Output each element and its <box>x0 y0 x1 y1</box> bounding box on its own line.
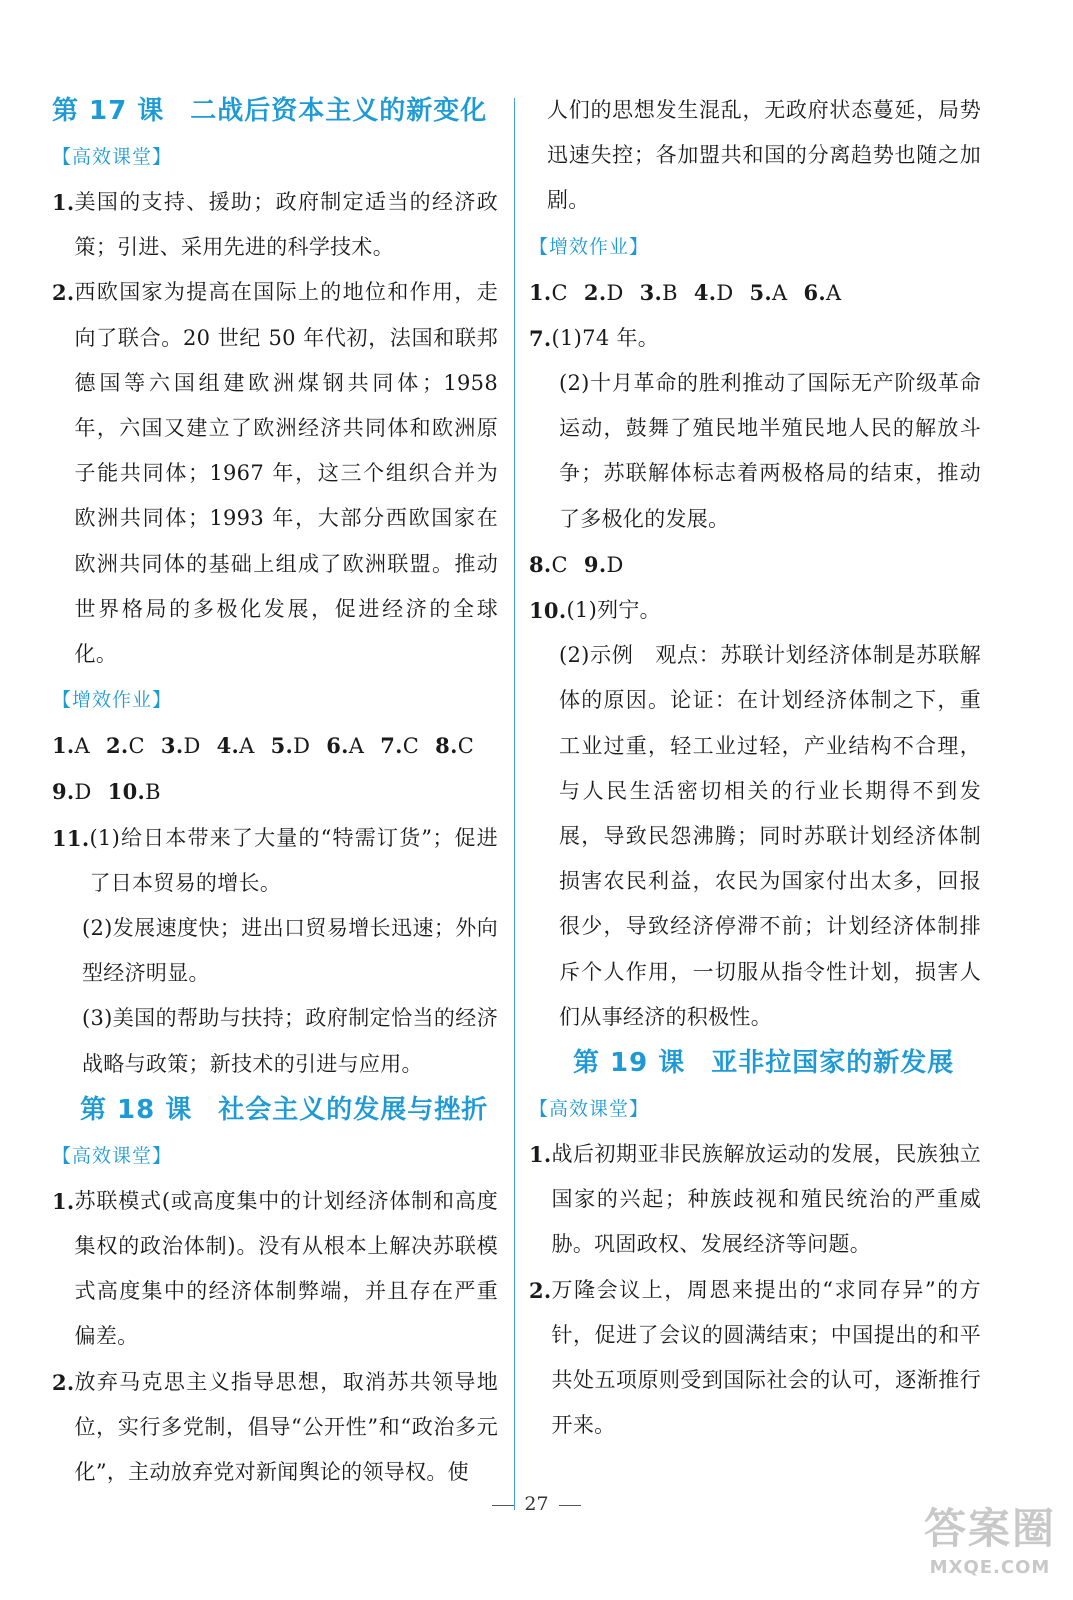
mc-answer: 6.A <box>803 279 842 305</box>
answer-item-11 <box>52 816 498 906</box>
watermark-text: 答案圈 <box>923 1504 1056 1553</box>
footer-dash <box>559 1505 581 1506</box>
mc-answers-row <box>529 270 981 316</box>
mc-answer: 7.C <box>380 733 420 759</box>
mc-answer: 5.A <box>749 279 788 305</box>
mc-answer: 8.C <box>435 733 475 759</box>
watermark-logo <box>921 1502 1059 1592</box>
lesson-18-heading <box>52 1087 498 1133</box>
watermark-url: MXQE.COM <box>929 1557 1051 1578</box>
section-efficient-class: 【高效课堂】 <box>529 1098 650 1121</box>
item-number: 11. <box>52 825 90 851</box>
item-number: 1. <box>52 1188 75 1214</box>
item-text: (1)74 年。 <box>551 325 660 350</box>
mc-answer: 4.D <box>693 279 734 305</box>
item-number: 1. <box>529 1142 552 1168</box>
mc-answer: 3.D <box>160 733 201 759</box>
mc-answer: 1.A <box>52 733 90 759</box>
column-divider <box>514 98 515 1510</box>
mc-answer: 2.D <box>583 279 624 305</box>
answer-item <box>529 1132 981 1268</box>
item-number: 7. <box>529 325 552 351</box>
continued-text: 人们的思想发生混乱，无政府状态蔓延，局势迅速失控；各加盟共和国的分离趋势也随之加剧。 <box>547 98 981 213</box>
right-column <box>529 88 981 1448</box>
mc-answer: 8.C <box>529 551 568 577</box>
section-homework: 【增效作业】 <box>529 235 650 258</box>
item-text: (1)列宁。 <box>566 598 661 623</box>
sub-answer: (2)示例 观点：苏联计划经济体制是苏联解体的原因。论证：在计划经济体制之下，重工业过重，轻工业过轻，产业结构不合理，与人民生活密切相关的行业长期得不到发展，导致民怨沸腾；同时苏联计划经济体制损害农民利益，农民为国家付出太多，回报很少，导致经济停滞不前；计划经济体制排斥个人作用，一切服从指令性计划，损害人们从事经济的积极性。 <box>559 643 981 1029</box>
mc-answer: 1.C <box>529 279 568 305</box>
page-footer <box>0 1493 1073 1515</box>
item-text: 苏联模式(或高度集中的计划经济体制和高度集权的政治体制)。没有从根本上解决苏联模式高度集中的经济体制弊端，并且存在严重偏差。 <box>74 1188 498 1349</box>
mc-answer: 9.D <box>583 551 624 577</box>
lesson-19-title: 亚非拉国家的新发展 <box>711 1048 955 1079</box>
lesson-19-number: 第 19 课 <box>573 1048 686 1079</box>
answer-item-7 <box>529 316 981 361</box>
mc-answers-row <box>52 723 498 769</box>
lesson-18-title: 社会主义的发展与挫折 <box>218 1094 489 1125</box>
mc-answer: 10.B <box>107 779 161 805</box>
lesson-17-number: 第 17 课 <box>52 96 165 126</box>
section-efficient-class: 【高效课堂】 <box>52 1144 173 1167</box>
answer-item <box>529 1268 981 1449</box>
item-text: 西欧国家为提高在国际上的地位和作用，走向了联合。20 世纪 50 年代初，法国和联邦德国等六国组建欧洲煤钢共同体；1958 年，六国又建立了欧洲经济共同体和欧洲原子能共同体；1967 年，这三个组织合并为欧洲共同体；1993 年，大部分西欧国家在欧洲共同体的基础上组成了欧洲联盟。推动世界格局的多极化发展，促进经济的全球化。 <box>74 280 498 667</box>
mc-answer: 2.C <box>106 733 145 759</box>
item-text: (1)给日本带来了大量的“特需订货”；促进了日本贸易的增长。 <box>89 825 498 895</box>
sub-answer: (2)发展速度快；进出口贸易增长迅速；外向型经济明显。 <box>82 916 498 986</box>
answer-item <box>52 180 498 270</box>
item-number: 1. <box>52 190 75 215</box>
answer-item <box>52 270 498 677</box>
item-text: 放弃马克思主义指导思想，取消苏共领导地位，实行多党制，倡导“公开性”和“政治多元化”，主动放弃党对新闻舆论的领导权。使 <box>74 1369 498 1485</box>
section-homework: 【增效作业】 <box>52 689 173 712</box>
item-number: 2. <box>52 1369 75 1395</box>
item-text: 战后初期亚非民族解放运动的发展，民族独立国家的兴起；种族歧视和殖民统治的严重威胁。巩固政权、发展经济等问题。 <box>551 1142 981 1257</box>
answer-item <box>52 1360 498 1496</box>
item-text: 美国的支持、援助；政府制定适当的经济政策；引进、采用先进的科学技术。 <box>74 190 498 260</box>
item-number: 10. <box>529 598 567 624</box>
mc-answer: 9.D <box>52 779 92 805</box>
item-number: 2. <box>52 280 75 306</box>
mc-answer: 5.D <box>270 733 311 759</box>
answer-item-10 <box>529 588 981 633</box>
mc-answers-row <box>529 542 981 588</box>
lesson-17-heading <box>52 88 498 134</box>
mc-answers-row <box>52 769 498 815</box>
mc-answer: 3.B <box>639 279 678 305</box>
mc-answer: 6.A <box>326 733 365 759</box>
page-number: 27 <box>524 1493 549 1515</box>
lesson-18-number: 第 18 课 <box>80 1094 193 1125</box>
footer-dash <box>492 1505 514 1506</box>
lesson-19-heading <box>529 1040 981 1086</box>
left-column <box>52 88 498 1495</box>
mc-answer: 4.A <box>216 733 255 759</box>
lesson-17-title: 二战后资本主义的新变化 <box>190 96 488 126</box>
item-text: 万隆会议上，周恩来提出的“求同存异”的方针，促进了会议的圆满结束；中国提出的和平共处五项原则受到国际社会的认可，逐渐推行开来。 <box>551 1277 981 1438</box>
sub-answer: (3)美国的帮助与扶持；政府制定恰当的经济战略与政策；新技术的引进与应用。 <box>82 1006 498 1076</box>
item-number: 2. <box>529 1277 552 1303</box>
section-efficient-class: 【高效课堂】 <box>52 146 173 168</box>
answer-item <box>52 1179 498 1360</box>
sub-answer: (2)十月革命的胜利推动了国际无产阶级革命运动，鼓舞了殖民地半殖民地人民的解放斗争；苏联解体标志着两极格局的结束，推动了多极化的发展。 <box>559 371 981 531</box>
